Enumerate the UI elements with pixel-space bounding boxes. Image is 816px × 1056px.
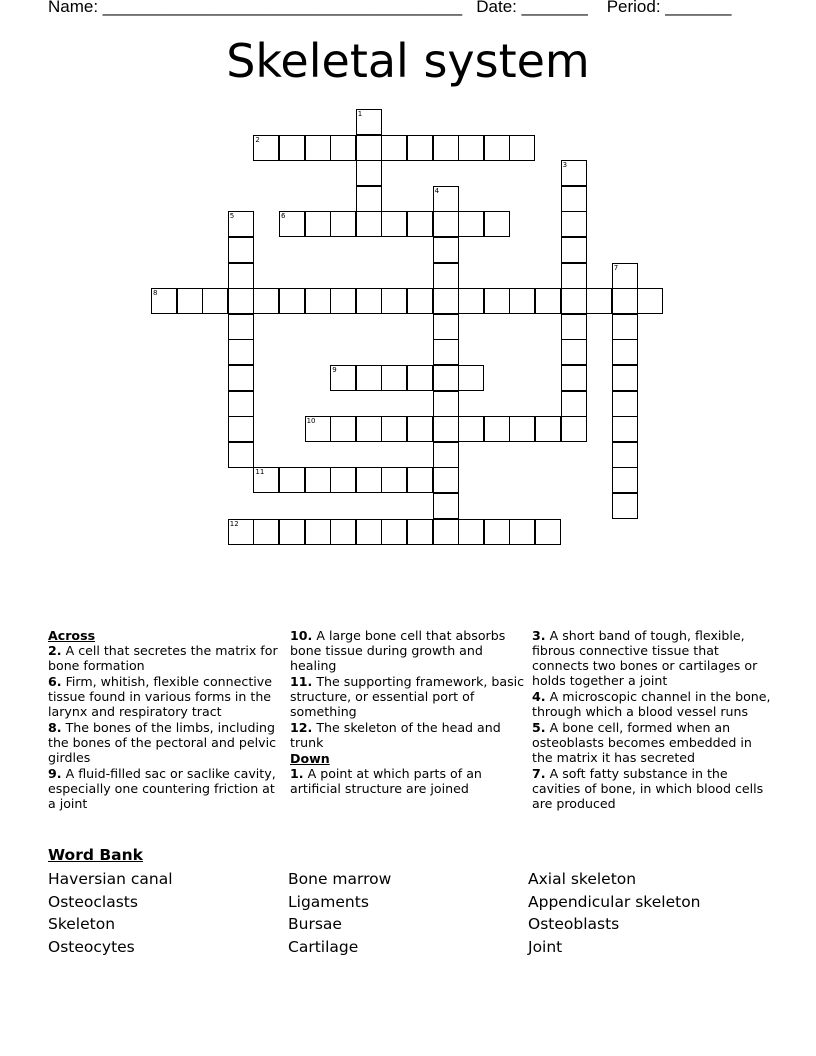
grid-cell[interactable]	[330, 288, 356, 314]
grid-cell[interactable]	[458, 211, 484, 237]
clue-down-3: 3. A short band of tough, flexible, fibrous connective tissue that connects two bones or cartilages or holds together a joint	[532, 628, 758, 688]
clue-number: 3	[562, 161, 568, 170]
clue-column-1	[48, 628, 284, 812]
grid-cell[interactable]	[484, 519, 510, 545]
word-bank-item: Osteoblasts	[528, 915, 620, 934]
grid-cell[interactable]	[407, 211, 433, 237]
grid-cell[interactable]	[228, 519, 254, 545]
grid-cell[interactable]	[433, 442, 459, 468]
grid-cell[interactable]	[381, 288, 407, 314]
grid-cell[interactable]	[433, 211, 459, 237]
clue-down-7: 7. A soft fatty substance in the cavities of bone, in which blood cells are produced	[532, 766, 764, 811]
clue-across-11: 11. The supporting framework, basic structure, or essential port of something	[290, 674, 525, 719]
clue-column-2	[290, 628, 526, 797]
clue-number: 2	[255, 135, 260, 144]
clue-number: 8	[153, 289, 158, 298]
page-title: Skeletal system	[226, 34, 590, 88]
grid-cell[interactable]	[305, 467, 331, 493]
grid-cell[interactable]	[228, 288, 254, 314]
clue-number: 1	[357, 110, 363, 118]
word-bank-item: Joint	[528, 938, 563, 957]
grid-cell[interactable]	[458, 365, 484, 391]
word-bank-item: Bursae	[288, 915, 342, 934]
grid-cell[interactable]	[305, 519, 331, 545]
grid-cell[interactable]	[612, 442, 638, 468]
grid-cell[interactable]	[612, 416, 638, 442]
grid-cell[interactable]	[253, 288, 279, 314]
grid-cell[interactable]	[637, 288, 663, 314]
word-bank-item: Axial skeleton	[528, 870, 637, 888]
grid-cell[interactable]	[561, 211, 587, 237]
word-bank-item: Osteoclasts	[48, 892, 138, 911]
clue-across-2: 2. A cell that secretes the matrix for bone formation	[48, 643, 278, 673]
grid-cell[interactable]	[279, 288, 305, 314]
clue-column-3	[532, 628, 772, 812]
grid-cell[interactable]	[612, 391, 638, 417]
grid-cell[interactable]	[484, 416, 510, 442]
grid-cell[interactable]	[407, 288, 433, 314]
clue-down-1: 1. A point at which parts of an artificial structure are joined	[290, 766, 482, 796]
grid-cell[interactable]	[561, 160, 587, 186]
grid-cell[interactable]	[381, 211, 407, 237]
grid-cell[interactable]	[561, 237, 587, 263]
name-field-label[interactable]: Name: ______________________________________	[48, 0, 463, 16]
grid-cell[interactable]	[561, 288, 587, 314]
grid-cell[interactable]	[509, 519, 535, 545]
word-bank-item: Bone marrow	[288, 870, 392, 888]
grid-cell[interactable]	[561, 263, 587, 289]
grid-cell[interactable]	[433, 186, 459, 212]
grid-cell[interactable]	[433, 365, 459, 391]
grid-cell[interactable]	[433, 263, 459, 289]
grid-cell[interactable]	[458, 519, 484, 545]
grid-cell[interactable]	[381, 467, 407, 493]
grid-cell[interactable]	[228, 211, 254, 237]
clue-number: 5	[229, 212, 235, 221]
grid-cell[interactable]	[381, 519, 407, 545]
grid-cell[interactable]	[228, 263, 254, 289]
grid-cell[interactable]	[561, 391, 587, 417]
grid-cell[interactable]	[253, 135, 279, 161]
grid-cell[interactable]	[279, 211, 305, 237]
grid-cell[interactable]	[561, 416, 587, 442]
grid-cell[interactable]	[330, 519, 356, 545]
grid-cell[interactable]	[484, 135, 510, 161]
grid-cell[interactable]	[535, 519, 561, 545]
grid-cell[interactable]	[561, 365, 587, 391]
grid-cell[interactable]	[228, 416, 254, 442]
clue-number: 7	[613, 263, 619, 272]
clue-across-9: 9. A fluid-filled sac or saclike cavity, especially one countering friction at a joint	[48, 766, 276, 811]
word-bank-item: Cartilage	[288, 938, 359, 957]
grid-cell[interactable]	[612, 263, 638, 289]
grid-cell[interactable]	[381, 135, 407, 161]
word-bank-column-1	[48, 868, 173, 959]
clue-down-5: 5. A bone cell, formed when an osteoblasts becomes embedded in the matrix it has secreted	[532, 720, 752, 765]
clue-number: 12	[229, 519, 239, 528]
grid-cell[interactable]	[433, 237, 459, 263]
grid-cell[interactable]	[305, 135, 331, 161]
grid-cell[interactable]	[253, 467, 279, 493]
grid-cell[interactable]	[228, 442, 254, 468]
clue-across-10: 10. A large bone cell that absorbs bone tissue during growth and healing	[290, 628, 506, 673]
period-field-label[interactable]: Period: _______	[606, 0, 732, 16]
grid-cell[interactable]	[228, 391, 254, 417]
grid-cell[interactable]	[305, 288, 331, 314]
down-heading: Down	[290, 751, 330, 766]
grid-cell[interactable]	[535, 416, 561, 442]
grid-cell[interactable]	[509, 416, 535, 442]
clue-number: 9	[332, 366, 337, 374]
grid-cell[interactable]	[356, 365, 382, 391]
grid-cell[interactable]	[433, 339, 459, 365]
grid-cell[interactable]	[151, 288, 177, 314]
grid-cell[interactable]	[279, 135, 305, 161]
grid-cell[interactable]	[356, 160, 382, 186]
grid-cell[interactable]	[433, 391, 459, 417]
grid-cell[interactable]	[407, 416, 433, 442]
grid-cell[interactable]	[330, 135, 356, 161]
grid-cell[interactable]	[381, 365, 407, 391]
grid-cell[interactable]	[279, 467, 305, 493]
grid-cell[interactable]	[612, 339, 638, 365]
grid-cell[interactable]	[330, 365, 356, 391]
grid-cell[interactable]	[177, 288, 203, 314]
grid-cell[interactable]	[509, 135, 535, 161]
word-bank-item: Osteocytes	[48, 938, 135, 957]
grid-cell[interactable]	[561, 314, 587, 340]
clue-number: 4	[434, 186, 440, 195]
grid-cell[interactable]	[484, 211, 510, 237]
word-bank-item: Haversian canal	[48, 870, 173, 888]
grid-cell[interactable]	[612, 288, 638, 314]
grid-cell[interactable]	[433, 416, 459, 442]
grid-cell[interactable]	[458, 135, 484, 161]
grid-cell[interactable]	[612, 314, 638, 340]
clue-across-6: 6. Firm, whitish, flexible connective tissue found in various forms in the larynx and respiratory tract	[48, 674, 272, 719]
grid-cell[interactable]	[612, 365, 638, 391]
clue-across-12: 12. The skeleton of the head and trunk	[290, 720, 501, 750]
grid-cell[interactable]	[433, 314, 459, 340]
grid-cell[interactable]	[433, 135, 459, 161]
grid-cell[interactable]	[433, 519, 459, 545]
grid-cell[interactable]	[356, 109, 382, 135]
grid-cell[interactable]	[407, 519, 433, 545]
grid-cell[interactable]	[433, 493, 459, 519]
grid-cell[interactable]	[509, 288, 535, 314]
grid-cell[interactable]	[330, 416, 356, 442]
grid-cell[interactable]	[458, 288, 484, 314]
grid-cell[interactable]	[202, 288, 228, 314]
word-bank-item: Skeleton	[48, 915, 116, 934]
grid-cell[interactable]	[356, 416, 382, 442]
grid-cell[interactable]	[535, 288, 561, 314]
grid-cell[interactable]	[407, 365, 433, 391]
grid-cell[interactable]	[356, 467, 382, 493]
grid-cell[interactable]	[330, 467, 356, 493]
clue-down-4: 4. A microscopic channel in the bone, through which a blood vessel runs	[532, 689, 771, 719]
grid-cell[interactable]	[484, 288, 510, 314]
grid-cell[interactable]	[612, 467, 638, 493]
grid-cell[interactable]	[407, 467, 433, 493]
grid-cell[interactable]	[228, 339, 254, 365]
date-field-label[interactable]: Date: _______	[476, 0, 588, 16]
grid-cell[interactable]	[586, 288, 612, 314]
grid-cell[interactable]	[458, 416, 484, 442]
grid-cell[interactable]	[356, 288, 382, 314]
grid-cell[interactable]	[279, 519, 305, 545]
word-bank-column-3	[528, 868, 701, 959]
grid-cell[interactable]	[561, 186, 587, 212]
grid-cell[interactable]	[305, 211, 331, 237]
grid-cell[interactable]	[561, 339, 587, 365]
grid-cell[interactable]	[612, 493, 638, 519]
grid-cell[interactable]	[433, 467, 459, 493]
word-bank-heading: Word Bank	[48, 846, 143, 864]
grid-cell[interactable]	[356, 211, 382, 237]
across-heading: Across	[48, 628, 96, 643]
word-bank-item: Appendicular skeleton	[528, 892, 701, 911]
word-bank-column-2	[288, 868, 391, 959]
grid-cell[interactable]	[228, 365, 254, 391]
grid-cell[interactable]	[330, 211, 356, 237]
grid-cell[interactable]	[407, 135, 433, 161]
clue-number: 6	[281, 212, 286, 221]
clue-number: 10	[306, 417, 316, 426]
word-bank-item: Ligaments	[288, 892, 369, 911]
grid-cell[interactable]	[253, 519, 279, 545]
grid-cell[interactable]	[356, 519, 382, 545]
grid-cell[interactable]	[381, 416, 407, 442]
clue-number: 11	[255, 468, 265, 477]
grid-cell[interactable]	[228, 237, 254, 263]
grid-cell[interactable]	[228, 314, 254, 340]
grid-cell[interactable]	[433, 288, 459, 314]
grid-cell[interactable]	[356, 135, 382, 161]
grid-cell[interactable]	[356, 186, 382, 212]
clue-across-8: 8. The bones of the limbs, including the bones of the pectoral and pelvic girdles	[48, 720, 276, 765]
grid-cell[interactable]	[305, 416, 331, 442]
